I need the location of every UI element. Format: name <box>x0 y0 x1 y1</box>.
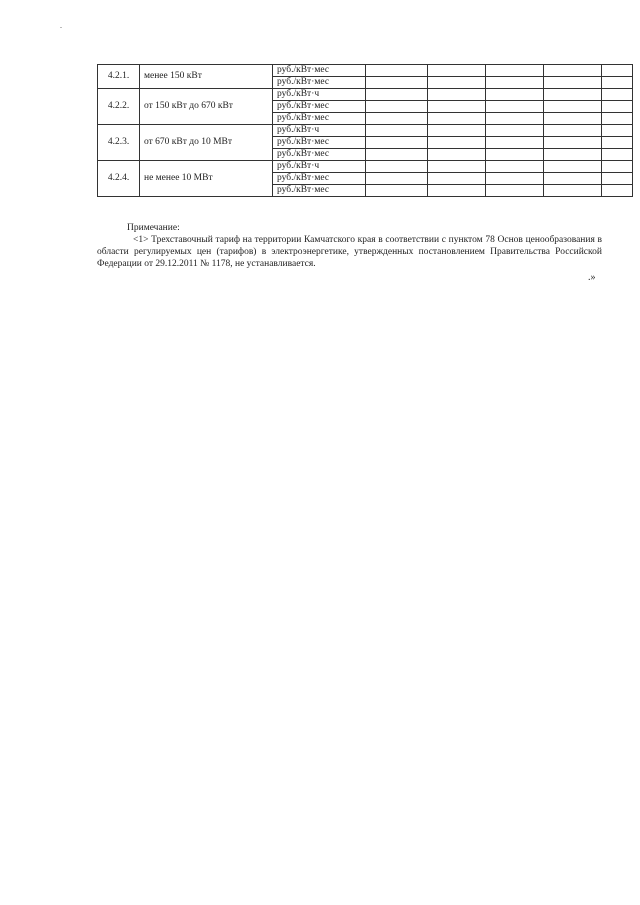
value-cell <box>486 65 544 77</box>
row-name: от 670 кВт до 10 МВт <box>140 125 273 161</box>
value-cell <box>366 89 428 101</box>
value-cell <box>602 113 633 125</box>
row-number: 4.2.4. <box>98 161 140 197</box>
value-cell <box>544 149 602 161</box>
value-cell <box>544 65 602 77</box>
unit-cell: руб./кВт·мес <box>273 149 366 161</box>
value-cell <box>602 125 633 137</box>
value-cell <box>544 77 602 89</box>
table-row <box>98 161 633 173</box>
value-cell <box>428 65 486 77</box>
value-cell <box>544 113 602 125</box>
table-row <box>98 89 633 101</box>
unit-cell: руб./кВт·ч <box>273 89 366 101</box>
value-cell <box>544 89 602 101</box>
table-row <box>98 65 633 77</box>
value-cell <box>428 113 486 125</box>
value-cell <box>602 65 633 77</box>
value-cell <box>544 185 602 197</box>
value-cell <box>486 125 544 137</box>
value-cell <box>366 101 428 113</box>
value-cell <box>428 77 486 89</box>
value-cell <box>428 125 486 137</box>
unit-cell: руб./кВт·мес <box>273 77 366 89</box>
row-number: 4.2.3. <box>98 125 140 161</box>
unit-cell: руб./кВт·мес <box>273 113 366 125</box>
row-name: не менее 10 МВт <box>140 161 273 197</box>
value-cell <box>486 101 544 113</box>
value-cell <box>544 101 602 113</box>
value-cell <box>602 89 633 101</box>
value-cell <box>486 161 544 173</box>
value-cell <box>544 125 602 137</box>
value-cell <box>486 89 544 101</box>
tariff-table <box>97 64 633 197</box>
value-cell <box>428 137 486 149</box>
note-text: <1> Трехставочный тариф на территории Камчатского края в соответствии с пунктом 78 Основ ценообразования в области регулируемых цен (тарифов) в электроэнергетике, утвержденных постановлением Правительства Российской Федерации от 29.12.2011 № 1178, не устанавливается. <box>97 235 602 269</box>
value-cell <box>366 137 428 149</box>
unit-cell: руб./кВт·мес <box>273 173 366 185</box>
value-cell <box>544 173 602 185</box>
closing-quote: .» <box>588 272 596 283</box>
unit-cell: руб./кВт·мес <box>273 137 366 149</box>
value-cell <box>366 173 428 185</box>
value-cell <box>428 185 486 197</box>
value-cell <box>486 185 544 197</box>
value-cell <box>366 185 428 197</box>
table-row <box>98 125 633 137</box>
value-cell <box>602 185 633 197</box>
value-cell <box>602 173 633 185</box>
value-cell <box>366 77 428 89</box>
value-cell <box>366 149 428 161</box>
value-cell <box>602 149 633 161</box>
value-cell <box>602 161 633 173</box>
unit-cell: руб./кВт·ч <box>273 161 366 173</box>
value-cell <box>486 173 544 185</box>
value-cell <box>428 89 486 101</box>
value-cell <box>486 77 544 89</box>
value-cell <box>428 161 486 173</box>
value-cell <box>486 113 544 125</box>
unit-cell: руб./кВт·мес <box>273 65 366 77</box>
note-block <box>97 222 602 270</box>
unit-cell: руб./кВт·ч <box>273 125 366 137</box>
value-cell <box>486 149 544 161</box>
value-cell <box>428 173 486 185</box>
value-cell <box>428 101 486 113</box>
unit-cell: руб./кВт·мес <box>273 101 366 113</box>
value-cell <box>366 161 428 173</box>
value-cell <box>366 113 428 125</box>
value-cell <box>544 161 602 173</box>
value-cell <box>602 101 633 113</box>
value-cell <box>602 137 633 149</box>
note-title: Примечание: <box>127 223 180 233</box>
row-number: 4.2.2. <box>98 89 140 125</box>
scan-mark <box>60 27 62 28</box>
row-name: менее 150 кВт <box>140 65 273 89</box>
value-cell <box>486 137 544 149</box>
value-cell <box>366 65 428 77</box>
value-cell <box>366 125 428 137</box>
value-cell <box>428 149 486 161</box>
row-name: от 150 кВт до 670 кВт <box>140 89 273 125</box>
value-cell <box>544 137 602 149</box>
value-cell <box>602 77 633 89</box>
row-number: 4.2.1. <box>98 65 140 89</box>
unit-cell: руб./кВт·мес <box>273 185 366 197</box>
